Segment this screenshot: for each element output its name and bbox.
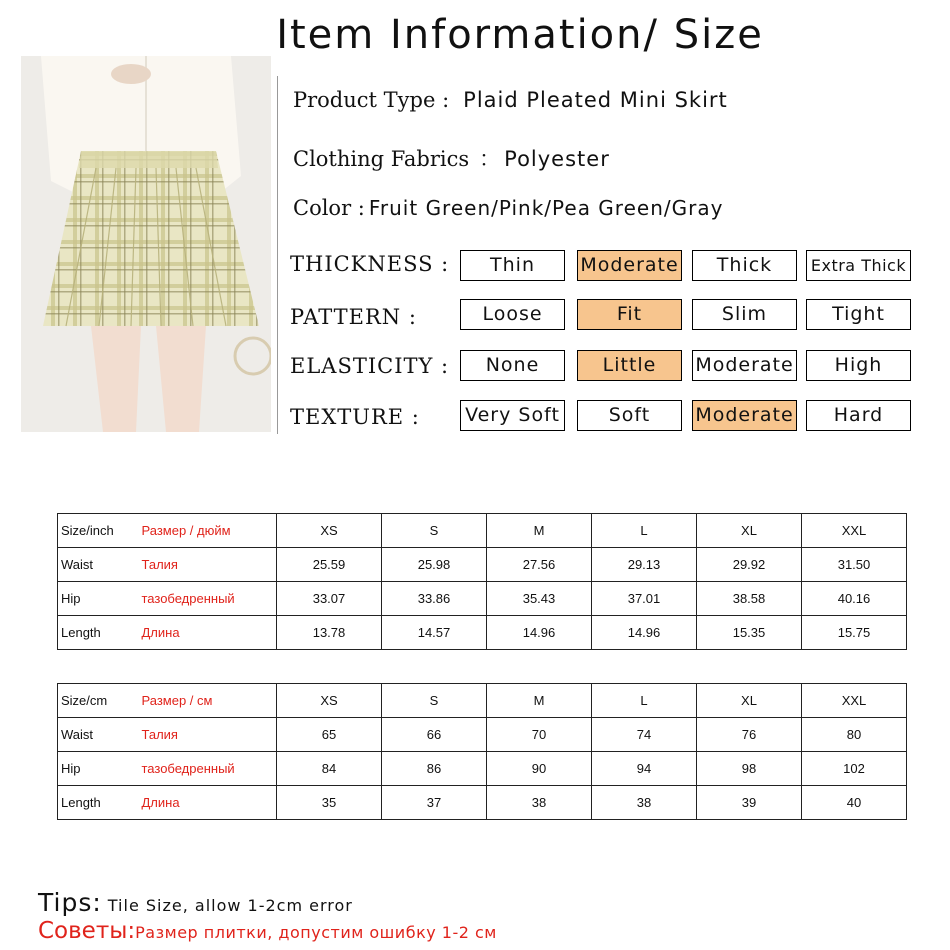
elasticity-option-moderate: Moderate	[692, 350, 797, 381]
value-cell: 14.96	[592, 616, 697, 650]
table-header-label: Size/cm	[58, 684, 138, 718]
row-label: Waist	[58, 548, 138, 582]
tips-label-ru: Советы:	[38, 918, 136, 944]
texture-label: TEXTURE :	[290, 405, 420, 429]
page-title: Item Information/ Size	[276, 12, 764, 58]
table-row	[58, 616, 907, 650]
value-cell: 84	[277, 752, 382, 786]
table-row	[58, 548, 907, 582]
product-type-label: Product Type :	[293, 88, 450, 112]
fabric-label: Clothing Fabrics	[293, 147, 470, 171]
row-label: Length	[58, 616, 138, 650]
value-cell: 86	[382, 752, 487, 786]
value-cell: 37	[382, 786, 487, 820]
pattern-option-slim: Slim	[692, 299, 797, 330]
elasticity-label: ELASTICITY :	[290, 354, 450, 378]
table-header-label: Size/inch	[58, 514, 138, 548]
table-header-row	[58, 684, 907, 718]
elasticity-option-high: High	[806, 350, 911, 381]
value-cell: 40.16	[802, 582, 907, 616]
texture-option-soft: Soft	[577, 400, 682, 431]
table-row	[58, 786, 907, 820]
row-label: Length	[58, 786, 138, 820]
size-cell: L	[592, 684, 697, 718]
table-header-ru: Размер / см	[138, 684, 277, 718]
value-cell: 38	[487, 786, 592, 820]
size-table-inch	[57, 513, 907, 650]
size-cell: S	[382, 514, 487, 548]
value-cell: 94	[592, 752, 697, 786]
value-cell: 66	[382, 718, 487, 752]
value-cell: 33.07	[277, 582, 382, 616]
texture-option-hard: Hard	[806, 400, 911, 431]
value-cell: 37.01	[592, 582, 697, 616]
value-cell: 25.98	[382, 548, 487, 582]
value-cell: 33.86	[382, 582, 487, 616]
table-row	[58, 718, 907, 752]
value-cell: 14.96	[487, 616, 592, 650]
texture-option-very-soft: Very Soft	[460, 400, 565, 431]
size-cell: XXL	[802, 514, 907, 548]
fabric-row	[293, 143, 610, 173]
row-label: Hip	[58, 752, 138, 786]
row-label-ru: тазобедренный	[138, 582, 277, 616]
value-cell: 74	[592, 718, 697, 752]
size-cell: XL	[697, 684, 802, 718]
product-photo	[21, 56, 271, 432]
value-cell: 102	[802, 752, 907, 786]
elasticity-option-none: None	[460, 350, 565, 381]
row-label-ru: Длина	[138, 616, 277, 650]
value-cell: 29.13	[592, 548, 697, 582]
table-row	[58, 582, 907, 616]
value-cell: 90	[487, 752, 592, 786]
color-value: Fruit Green/Pink/Pea Green/Gray	[368, 196, 724, 220]
value-cell: 27.56	[487, 548, 592, 582]
tips-line	[38, 888, 353, 917]
thickness-label: THICKNESS :	[290, 252, 450, 276]
value-cell: 29.92	[697, 548, 802, 582]
value-cell: 35.43	[487, 582, 592, 616]
value-cell: 38.58	[697, 582, 802, 616]
value-cell: 39	[697, 786, 802, 820]
size-cell: M	[487, 684, 592, 718]
row-label-ru: Длина	[138, 786, 277, 820]
divider-line	[277, 76, 278, 434]
value-cell: 15.35	[697, 616, 802, 650]
size-table-cm	[57, 683, 907, 820]
table-header-row	[58, 514, 907, 548]
value-cell: 80	[802, 718, 907, 752]
value-cell: 70	[487, 718, 592, 752]
size-cell: M	[487, 514, 592, 548]
size-cell: XS	[277, 514, 382, 548]
product-type-row	[293, 88, 728, 112]
pattern-option-loose: Loose	[460, 299, 565, 330]
row-label-ru: Талия	[138, 718, 277, 752]
table-header-ru: Размер / дюйм	[138, 514, 277, 548]
value-cell: 13.78	[277, 616, 382, 650]
row-label-ru: тазобедренный	[138, 752, 277, 786]
value-cell: 35	[277, 786, 382, 820]
tips-text: Tile Size, allow 1-2cm error	[107, 896, 353, 915]
value-cell: 25.59	[277, 548, 382, 582]
tips-line-ru	[38, 918, 497, 944]
fabric-colon: ：	[479, 147, 501, 171]
size-cell: L	[592, 514, 697, 548]
size-cell: XL	[697, 514, 802, 548]
value-cell: 65	[277, 718, 382, 752]
texture-option-moderate: Moderate	[692, 400, 797, 431]
color-label: Color :	[293, 196, 365, 220]
pattern-option-tight: Tight	[806, 299, 911, 330]
thickness-option-thick: Thick	[692, 250, 797, 281]
size-cell: S	[382, 684, 487, 718]
thickness-option-moderate: Moderate	[577, 250, 682, 281]
value-cell: 15.75	[802, 616, 907, 650]
thickness-option-extra-thick: Extra Thick	[806, 250, 911, 281]
tips-text-ru: Размер плитки, допустим ошибку 1-2 см	[135, 923, 497, 942]
value-cell: 38	[592, 786, 697, 820]
product-type-value: Plaid Pleated Mini Skirt	[463, 88, 728, 112]
thickness-option-thin: Thin	[460, 250, 565, 281]
elasticity-option-little: Little	[577, 350, 682, 381]
row-label-ru: Талия	[138, 548, 277, 582]
tips-label: Tips:	[38, 888, 102, 917]
value-cell: 40	[802, 786, 907, 820]
color-row	[293, 196, 723, 220]
size-cell: XS	[277, 684, 382, 718]
row-label: Hip	[58, 582, 138, 616]
value-cell: 14.57	[382, 616, 487, 650]
fabric-value: Polyester	[504, 147, 610, 171]
value-cell: 76	[697, 718, 802, 752]
pattern-label: PATTERN :	[290, 305, 417, 329]
pattern-option-fit: Fit	[577, 299, 682, 330]
value-cell: 31.50	[802, 548, 907, 582]
row-label: Waist	[58, 718, 138, 752]
value-cell: 98	[697, 752, 802, 786]
size-cell: XXL	[802, 684, 907, 718]
table-row	[58, 752, 907, 786]
skirt-model-image	[21, 56, 271, 432]
